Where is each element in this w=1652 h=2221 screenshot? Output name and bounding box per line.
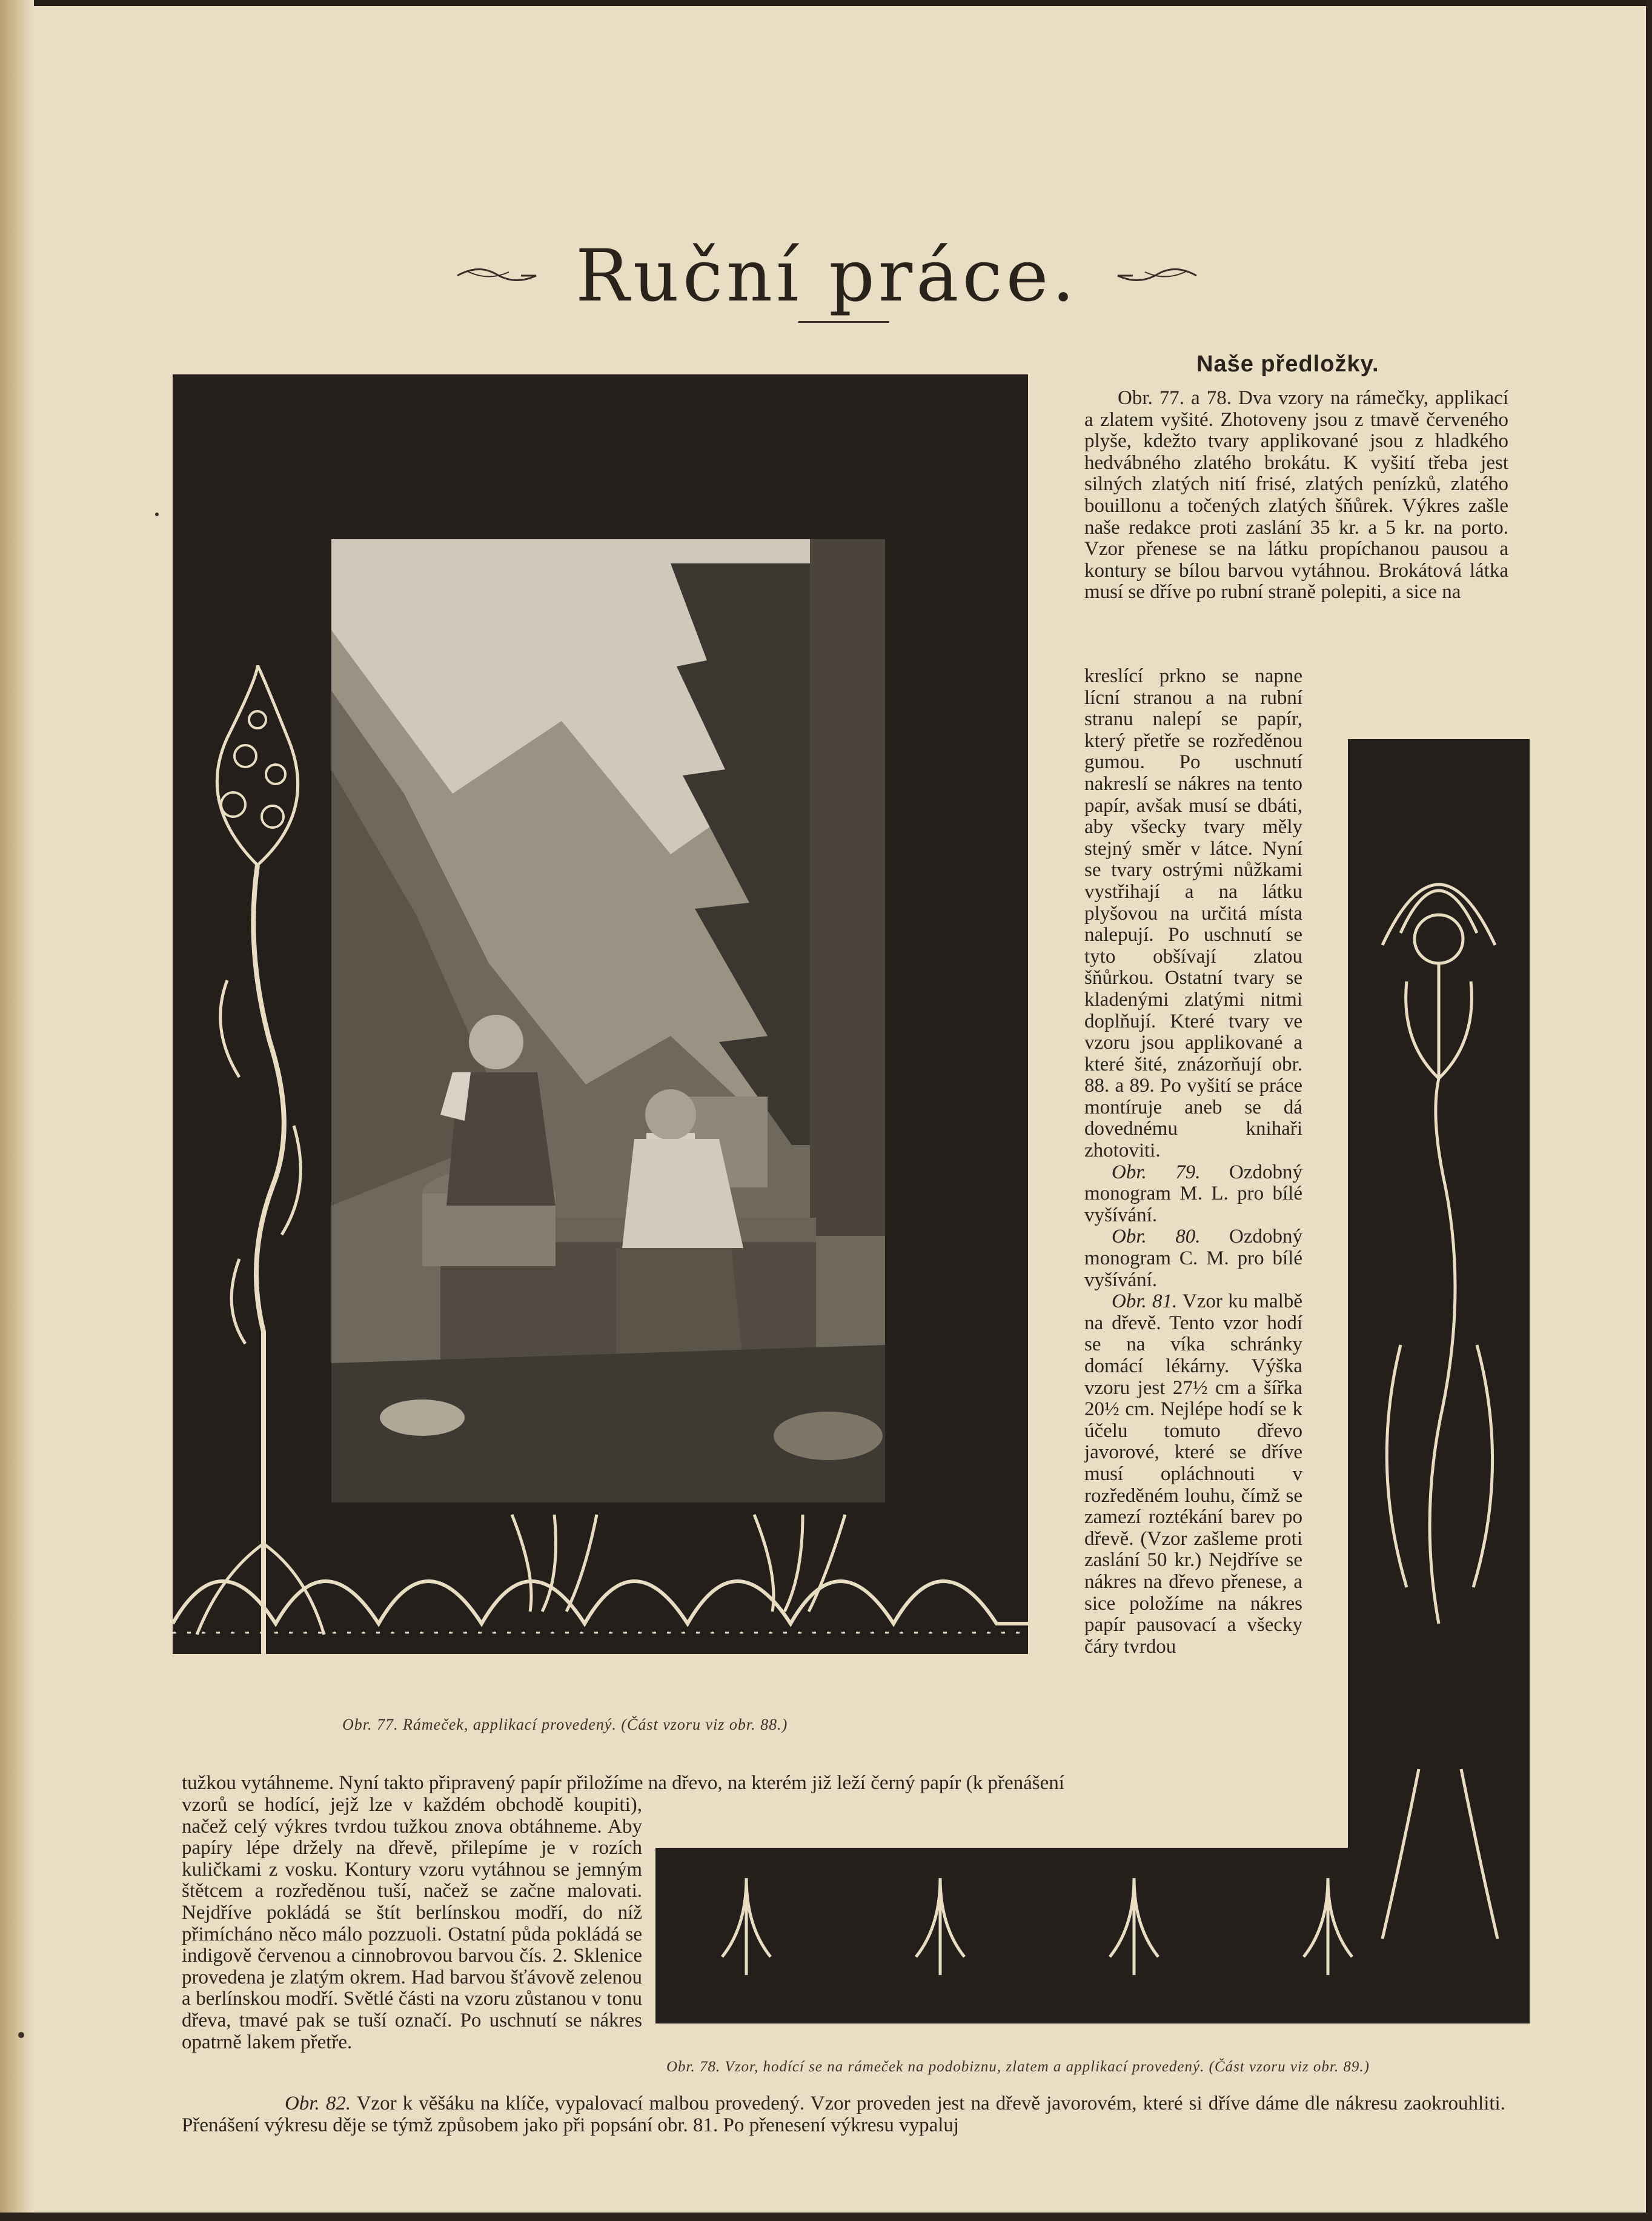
page-binding-shadow <box>0 0 34 2221</box>
paragraph-obr-81 <box>1084 1291 1302 1658</box>
text-obr-79: Ozdobný monogram M. L. pro bílé vyšívání. <box>1084 1161 1302 1226</box>
title-rule <box>798 321 889 323</box>
ref-obr-81: Obr. 81. <box>1112 1290 1178 1313</box>
text-obr-82: Vzor k věšáku na klíče, vypalovací malbou provedený. Vzor proveden jest na dřevě javorovém, které si dříve dáme dle nákresu zaokrouhliti. Přenášení výkresu děje se týmž způsobem jako při popsání obr. 81. Po přenesení výkresu vypaluj <box>182 2093 1505 2136</box>
ref-obr-82: Obr. 82. <box>285 2093 351 2114</box>
paragraph-obr-80 <box>1084 1226 1302 1291</box>
flourish-right-icon <box>1115 257 1199 294</box>
page-edge-right <box>1646 0 1652 2221</box>
flourish-left-icon <box>454 257 539 294</box>
ref-obr-80: Obr. 80. <box>1112 1226 1201 1248</box>
section-heading: Naše předložky. <box>1196 351 1379 377</box>
text-obr-80: Ozdobný monogram C. M. pro bílé vyšívání. <box>1084 1226 1302 1291</box>
page-edge-top <box>0 0 1652 6</box>
page-edge-bottom <box>0 2213 1652 2221</box>
ref-obr-79: Obr. 79. <box>1112 1161 1201 1183</box>
text-obr-81: Vzor ku malbě na dřevě. Tento vzor hodí se na víka schránky domácí lékárny. Výška vzoru jest 27½ cm a šířka 20½ cm. Nejlépe hodí se k účelu tomuto dřevo javorové, které se dříve musí opláchnouti v rozředěném louhu, čímž se zamezí roztékání barev po dřevě. (Vzor zašleme proti zaslání 50 kr.) Nejdříve se nákres na dřevo přenese, a sice položíme na nákres papír pausovací a všecky čáry tvrdou <box>1084 1290 1302 1658</box>
paragraph-obr-79 <box>1084 1162 1302 1227</box>
paragraph-obr-77-78-cont: kreslící prkno se napne lícní stranou a na rubní stranu nalepí se papír, který přetře se rozředěnou gumou. Po uschnutí nakreslí se nákres na tento papír, avšak musí se dbáti, aby všecky tvary měly stejný směr v látce. Nyní se tvary ostrými nůžkami vystřihají a na látku plyšovou na určitá místa nalepují. Po uschnutí se tyto obšívají zlatou šňůrkou. Ostatní tvary se kladenými zlatými nitmi doplňují. Které tvary ve vzoru jsou applikované a které šité, znázorňují obr. 88. a 89. Po vyšití se práce montíruje aneb se dá dovednému knihaři zhotoviti. <box>1084 665 1302 1162</box>
paragraph-bottom-left: vzorů se hodící, jejž lze v každém obchodě koupiti), načež celý výkres tvrdou tužkou znova obtáhneme. Aby papíry lépe držely na dřevě, přilepíme je v rozích kuličkami z vosku. Kontury vzoru vytáhnou se jemným štětcem a rozředěnou tuší, načež se začne malovati. Nejdříve pokládá se štít berlínskou modří, do níž přimícháno něco málo pozzuoli. Ostatní půda pokládá se indigově červenou a cinnobrovou barvou čís. 2. Sklenice provedena je zlatým okrem. Had barvou šťávově zelenou a berlínskou modří. Světlé části na vzoru zůstanou v tonu dřeva, tmavé pak se tuší označí. Po uschnutí se nákres opatrně lakem přetře. <box>182 1794 642 2053</box>
print-speck <box>155 513 159 516</box>
narrow-column-text <box>1084 666 1302 1658</box>
print-speck <box>18 2032 24 2038</box>
page-title-block <box>424 230 1230 321</box>
figure-77-caption: Obr. 77. Rámeček, applikací provedený. (Část vzoru viz obr. 88.) <box>342 1716 788 1733</box>
full-width-line: tužkou vytáhneme. Nyní takto připravený papír přiložíme na dřevo, na kterém již leží černý papír (k přenášení <box>182 1772 1064 1794</box>
page-title: Ruční práce. <box>576 234 1078 317</box>
figure-78-caption: Obr. 78. Vzor, hodící se na rámeček na podobiznu, zlatem a applikací provedený. (Část vzoru viz obr. 89.) <box>666 2059 1370 2075</box>
paragraph-obr-77-78: Obr. 77. a 78. Dva vzory na rámečky, applikací a zlatem vyšité. Zhotoveny jsou z tmavě červeného plyše, kdežto tvary applikované jsou z hladkého hedvábného zlatého brokátu. K vyšití třeba jest silných zlatých nití frisé, zlatých penízků, zlatého bouillonu a točených zlatých šňůrek. Výkres zašle naše redakce proti zaslání 35 kr. a 5 kr. na porto. Vzor přenese se na látku propíchanou pausou a kontury se bílou barvou vytáhnou. Brokátová látka musí se dříve po rubní straně polepiti, a sice na <box>1084 387 1508 603</box>
paragraph-obr-82 <box>182 2093 1505 2136</box>
